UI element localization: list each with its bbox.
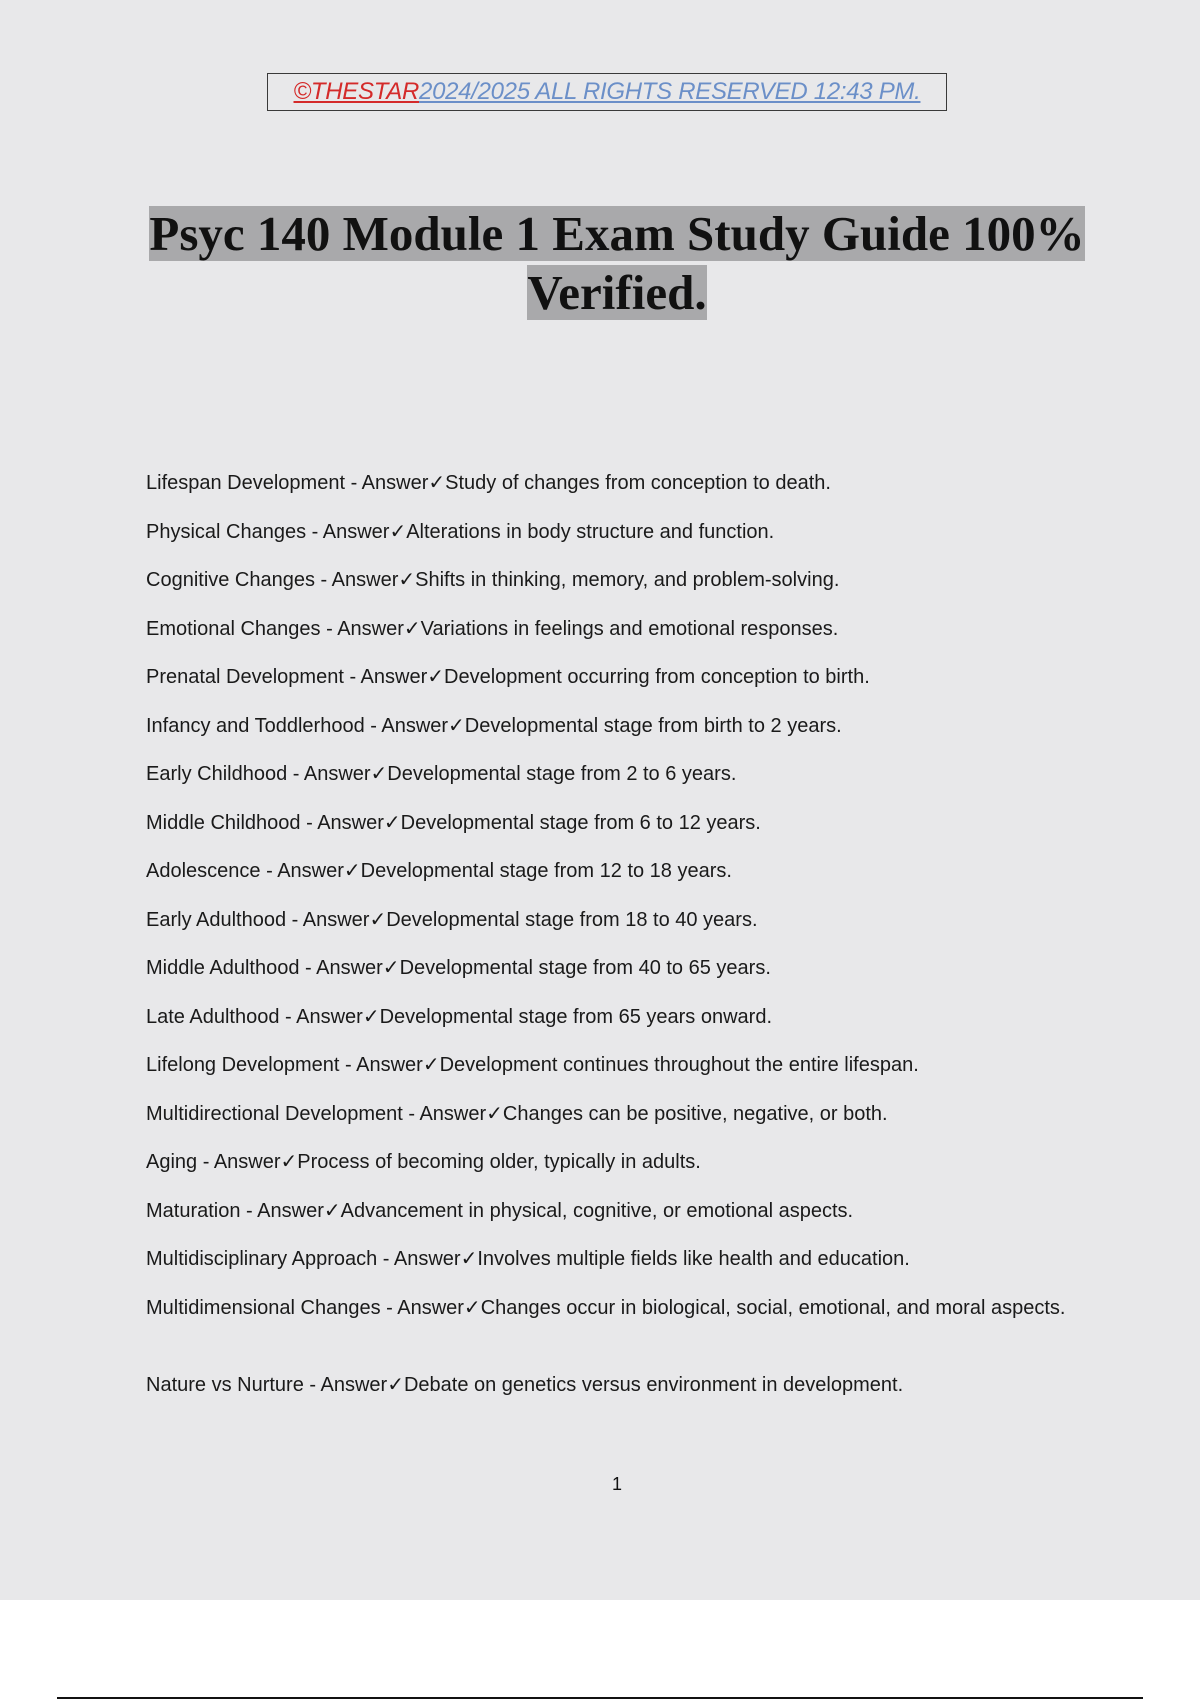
copyright-brand: ©THESTAR xyxy=(293,78,420,105)
copyright-text: 2024/2025 ALL RIGHTS RESERVED 12:43 PM. xyxy=(419,78,921,105)
list-item: Prenatal Development - Answer✓Development occurring from conception to birth. xyxy=(146,666,870,688)
list-item: Late Adulthood - Answer✓Developmental stage from 65 years onward. xyxy=(146,1005,772,1028)
list-item: Adolescence - Answer✓Developmental stage from 12 to 18 years. xyxy=(146,860,732,882)
list-item: Early Childhood - Answer✓Developmental stage from 2 to 6 years. xyxy=(146,763,737,785)
list-item: Multidisciplinary Approach - Answer✓Involves multiple fields like health and education. xyxy=(146,1248,910,1270)
list-item: Early Adulthood - Answer✓Developmental stage from 18 to 40 years. xyxy=(146,908,758,931)
document-title xyxy=(0,204,1200,322)
qa-list xyxy=(146,469,1086,1419)
list-item: Middle Childhood - Answer✓Developmental stage from 6 to 12 years. xyxy=(146,811,761,834)
title-line-1: Psyc 140 Module 1 Exam Study Guide 100% xyxy=(149,206,1085,261)
list-item: Lifespan Development - Answer✓Study of changes from conception to death. xyxy=(146,472,831,494)
list-item: Infancy and Toddlerhood - Answer✓Developmental stage from birth to 2 years. xyxy=(146,714,842,737)
list-item: Maturation - Answer✓Advancement in physical, cognitive, or emotional aspects. xyxy=(146,1199,854,1222)
list-item: Aging - Answer✓Process of becoming older, typically in adults. xyxy=(146,1151,701,1173)
page-divider xyxy=(57,1697,1143,1699)
list-item: Multidimensional Changes - Answer✓Changes occur in biological, social, emotional, and moral aspects. xyxy=(146,1296,1066,1319)
list-item: Nature vs Nurture - Answer✓Debate on genetics versus environment in development. xyxy=(146,1373,904,1396)
title-line-2: Verified. xyxy=(527,265,707,320)
list-item: Middle Adulthood - Answer✓Developmental stage from 40 to 65 years. xyxy=(146,957,771,979)
list-item: Emotional Changes - Answer✓Variations in feelings and emotional responses. xyxy=(146,617,839,640)
list-item: Physical Changes - Answer✓Alterations in body structure and function. xyxy=(146,520,775,543)
list-item: Lifelong Development - Answer✓Development continues throughout the entire lifespan. xyxy=(146,1054,919,1076)
page-number: 1 xyxy=(611,1474,622,1494)
copyright-header xyxy=(267,73,947,111)
list-item: Multidirectional Development - Answer✓Changes can be positive, negative, or both. xyxy=(146,1102,888,1125)
list-item: Cognitive Changes - Answer✓Shifts in thinking, memory, and problem-solving. xyxy=(146,569,840,591)
